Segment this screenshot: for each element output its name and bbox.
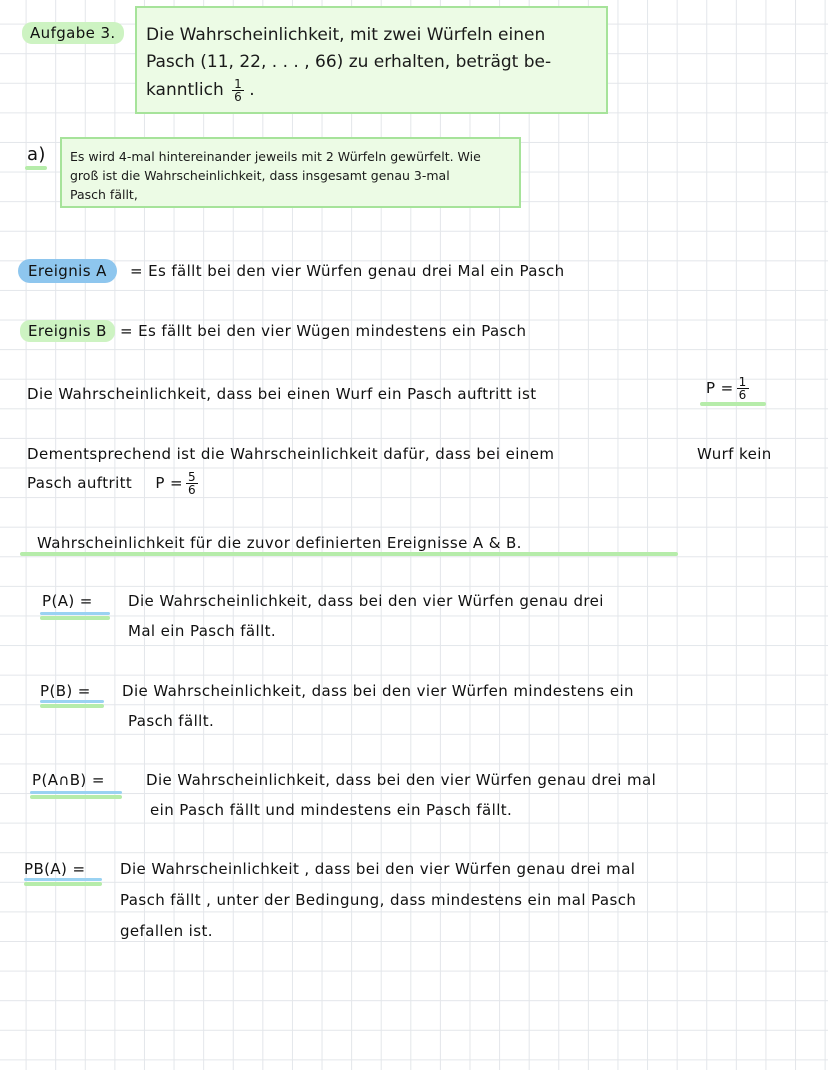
def-pba-underline-green [24, 882, 102, 886]
def-pba-line-2: Pasch fällt , unter der Bedingung, dass mindestens ein mal Pasch [120, 891, 637, 909]
def-pba-line-1: Die Wahrscheinlichkeit , dass bei den vier Würfen genau drei mal [120, 860, 636, 878]
def-pba-underline-blue [24, 878, 102, 881]
event-a-text: = Es fällt bei den vier Würfen genau drei Mal ein Pasch [129, 262, 565, 280]
part-a-underline [25, 166, 47, 170]
event-a-row [18, 262, 565, 280]
task-fraction: $\frac{1}{6}$ [234, 76, 242, 104]
def-pa-underline-blue [40, 612, 110, 615]
def-pab-term: P(A∩B) = [32, 771, 105, 789]
event-a-label: Ereignis A [18, 259, 117, 283]
def-pab-underline-green [30, 795, 122, 799]
def-pba-line-3: gefallen ist. [120, 922, 213, 940]
def-pb-underline-green [40, 704, 104, 708]
def-pab-line-1: Die Wahrscheinlichkeit, dass bei den vier Würfen genau drei mal [146, 771, 657, 789]
def-pa-line-2: Mal ein Pasch fällt. [128, 622, 277, 640]
part-a-box [60, 137, 521, 208]
def-pb-term: P(B) = [40, 682, 91, 700]
def-pa-line-1: Die Wahrscheinlichkeit, dass bei den vier Würfen genau drei [128, 592, 604, 610]
single-probability-value: P = $\frac{1}{6}$ [706, 375, 747, 402]
def-pab-line-2: ein Pasch fällt und mindestens ein Pasch fällt. [150, 801, 513, 819]
def-pb-line-1: Die Wahrscheinlichkeit, dass bei den vier Würfen mindestens ein [122, 682, 634, 700]
def-pab-underline-blue [30, 791, 122, 794]
event-b-label: Ereignis B [20, 320, 115, 342]
event-b-text: = Es fällt bei den vier Wügen mindestens ein Pasch [119, 322, 527, 340]
part-a-line-2: groß ist die Wahrscheinlichkeit, dass insgesamt genau 3-mal [70, 168, 450, 183]
single-probability-text: Die Wahrscheinlichkeit, dass bei einen Wurf ein Pasch auftritt ist [27, 385, 537, 403]
def-pa-underline-green [40, 616, 110, 620]
single-probability-underline [700, 402, 766, 406]
task-label: Aufgabe 3. [22, 24, 124, 42]
contrary-line-1-end: Wurf kein [697, 445, 772, 463]
task-statement-line-2: Pasch (11, 22, . . . , 66) zu erhalten, beträgt be- [146, 52, 552, 72]
task-statement-box [135, 6, 608, 114]
def-pb-line-2: Pasch fällt. [128, 712, 215, 730]
part-a-line-3: Pasch fällt, [70, 187, 138, 202]
definitions-heading-underline [20, 552, 678, 556]
part-a-label: a) [27, 144, 46, 165]
def-pa-term: P(A) = [42, 592, 93, 610]
task-statement-line-1: Die Wahrscheinlichkeit, mit zwei Würfeln einen [146, 25, 546, 45]
def-pba-term: PB(A) = [24, 860, 86, 878]
def-pb-underline-blue [40, 700, 104, 703]
definitions-heading: Wahrscheinlichkeit für die zuvor definierten Ereignisse A & B. [37, 534, 522, 552]
task-statement-line-3: kanntlich $\frac{1}{6}$ . [146, 76, 255, 104]
contrary-line-1: Dementsprechend ist die Wahrscheinlichkeit dafür, dass bei einem [27, 445, 555, 463]
part-a-line-1: Es wird 4-mal hintereinander jeweils mit 2 Würfeln gewürfelt. Wie [70, 149, 481, 164]
contrary-line-2: Pasch auftritt P = $\frac{5}{6}$ [27, 470, 197, 497]
event-b-row [20, 322, 526, 340]
